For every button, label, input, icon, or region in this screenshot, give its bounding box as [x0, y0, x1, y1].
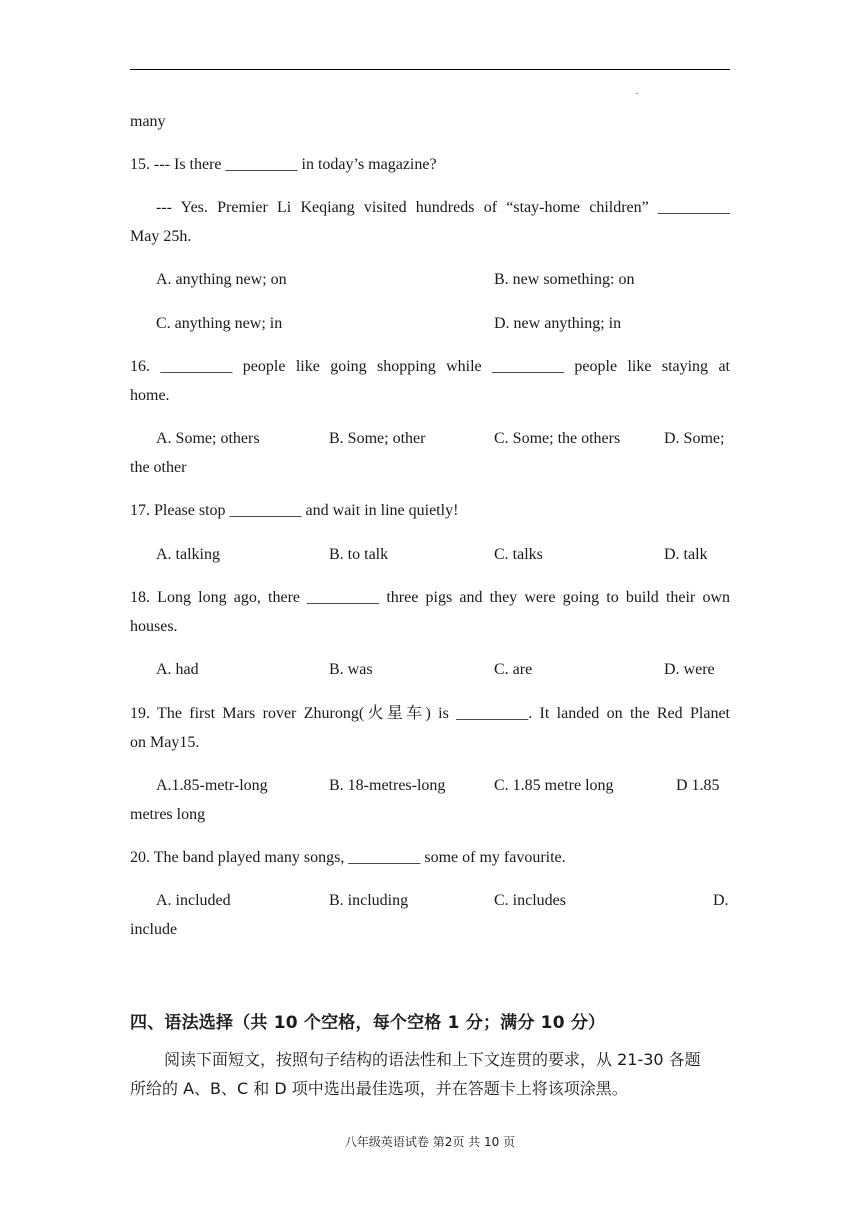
q19-option-d-cont: metres long	[130, 806, 206, 823]
header-dot: .	[636, 86, 639, 96]
q19-option-a[interactable]: A.1.85-metr-long	[156, 777, 268, 794]
q15-option-a[interactable]: A. anything new; on	[156, 271, 287, 288]
q17-option-b[interactable]: B. to talk	[329, 546, 389, 563]
carryover-word: many	[130, 113, 166, 130]
q16-option-d[interactable]: D. Some;	[664, 430, 725, 447]
q16-option-c[interactable]: C. Some; the others	[494, 430, 621, 447]
q19-option-c[interactable]: C. 1.85 metre long	[494, 777, 614, 794]
section-4-title: 四、语法选择（共 10 个空格，每个空格 1 分；满分 10 分）	[130, 1013, 606, 1033]
q16-stem-cont: home.	[130, 387, 170, 404]
q15-reply-cont: May 25h.	[130, 228, 192, 245]
q17-option-a[interactable]: A. talking	[156, 546, 220, 563]
header-rule	[130, 69, 730, 70]
q17-option-d[interactable]: D. talk	[664, 546, 708, 563]
q16-option-d-cont: the other	[130, 459, 187, 476]
q18-option-a[interactable]: A. had	[156, 661, 199, 678]
q20-option-c[interactable]: C. includes	[494, 892, 566, 909]
q16-stem: 16. _________ people like going shopping while _________ people like staying at	[130, 358, 730, 375]
q19-option-b[interactable]: B. 18-metres-long	[329, 777, 446, 794]
q20-option-b[interactable]: B. including	[329, 892, 409, 909]
q15-stem: 15. --- Is there _________ in today’s magazine?	[130, 156, 437, 173]
q18-option-c[interactable]: C. are	[494, 661, 533, 678]
section-4-instruction-line-2: 所给的 A、B、C 和 D 项中选出最佳选项，并在答题卡上将该项涂黑。	[130, 1079, 628, 1098]
q18-option-d[interactable]: D. were	[664, 661, 715, 678]
q19-option-d[interactable]: D 1.85	[676, 777, 720, 794]
q18-stem: 18. Long long ago, there _________ three pigs and they were going to build their own	[130, 589, 730, 606]
q15-option-c[interactable]: C. anything new; in	[156, 315, 283, 332]
q15-option-d[interactable]: D. new anything; in	[494, 315, 622, 332]
q20-option-a[interactable]: A. included	[156, 892, 231, 909]
page-footer: 八年级英语试卷 第2页 共 10 页	[344, 1135, 516, 1149]
q16-option-b[interactable]: B. Some; other	[329, 430, 426, 447]
q18-stem-cont: houses.	[130, 618, 178, 635]
section-4-instruction-line-1: 阅读下面短文，按照句子结构的语法性和上下文连贯的要求，从 21-30 各题	[164, 1050, 701, 1069]
q20-stem: 20. The band played many songs, _________ some of my favourite.	[130, 849, 566, 866]
q19-stem: 19. The first Mars rover Zhurong(火星车) is _________. It landed on the Red Planet	[130, 705, 730, 722]
q20-option-d-cont: include	[130, 921, 178, 938]
q15-reply: --- Yes. Premier Li Keqiang visited hundreds of “stay-home children” _________	[156, 199, 730, 216]
q20-option-d[interactable]: D.	[713, 892, 729, 909]
q19-stem-cont: on May15.	[130, 734, 200, 751]
q17-option-c[interactable]: C. talks	[494, 546, 543, 563]
q15-option-b[interactable]: B. new something: on	[494, 271, 635, 288]
q18-option-b[interactable]: B. was	[329, 661, 373, 678]
q17-stem: 17. Please stop _________ and wait in line quietly!	[130, 502, 459, 519]
q16-option-a[interactable]: A. Some; others	[156, 430, 260, 447]
